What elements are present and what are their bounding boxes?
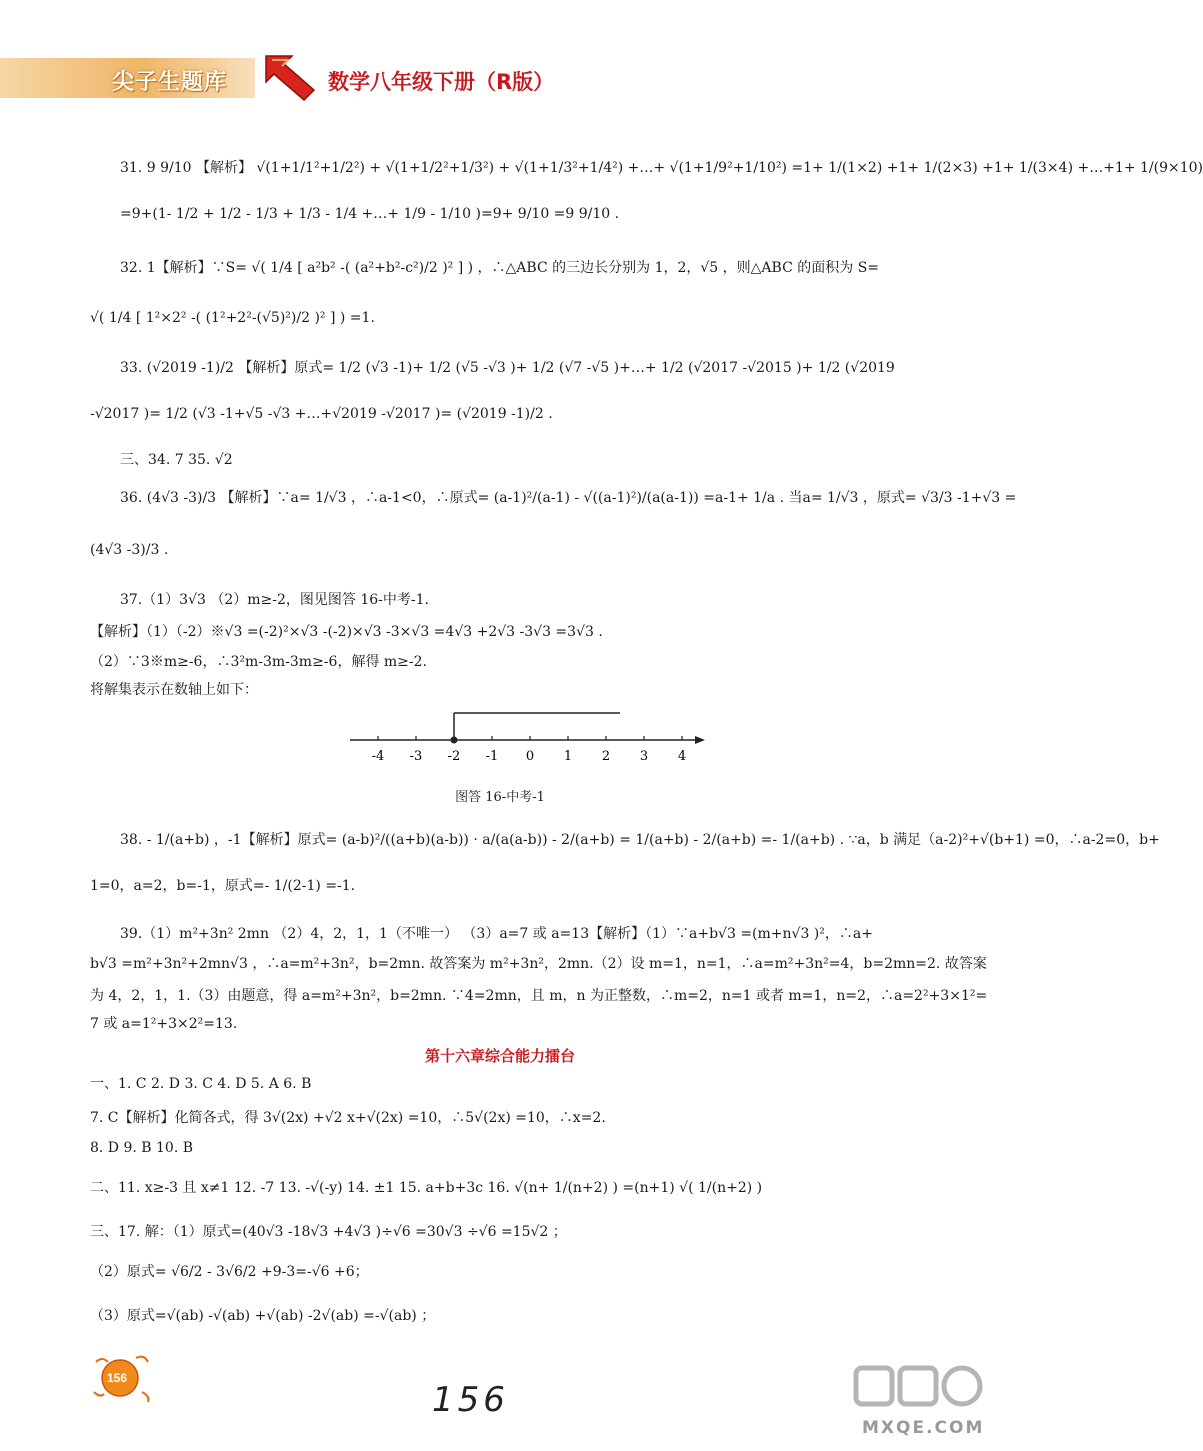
answer-line: b√3 =m²+3n²+2mn√3 ，∴a=m²+3n²，b=2mn. 故答案为 m²+3n²，2mn.（2）设 m=1，n=1，∴a=m²+3n²=4，b=2mn=2. 故答案: [90, 956, 987, 972]
answer-line: 1=0，a=2，b=-1，原式=- 1/(2-1) =-1.: [90, 878, 356, 894]
watermark-text: MXQE.COM: [862, 1418, 985, 1438]
number-line-label: 2: [601, 749, 611, 764]
answer-line: 7 或 a=1²+3×2²=13.: [90, 1016, 238, 1032]
arrow-icon: [262, 52, 320, 104]
answer-line: （2）∵3※m≥-6，∴3²m-3m-3m≥-6，解得 m≥-2.: [90, 654, 427, 670]
answer-line: 一、1. C 2. D 3. C 4. D 5. A 6. B: [90, 1076, 312, 1092]
number-line-label: 0: [525, 749, 535, 764]
answer-line: 31. 9 9/10 【解析】 √(1+1/1²+1/2²) + √(1+1/2²+1/3²) + √(1+1/3²+1/4²) +…+ √(1+1/9²+1/10²) =1+ 1/(1×2) +1+ 1/(2×3) +1+ 1/(3×4) +…+1+ 1/(9×10): [120, 160, 1203, 176]
page-number: 156: [107, 1371, 128, 1385]
answer-line: (4√3 -3)/3 .: [90, 542, 169, 558]
answer-line: √( 1/4 [ 1²×2² -( (1²+2²-(√5)²)/2 )² ] ) =1.: [90, 310, 375, 326]
answer-line: 二、11. x≥-3 且 x≠1 12. -7 13. -√(-y) 14. ±1 15. a+b+3c 16. √(n+ 1/(n+2) ) =(n+1) √( 1/(n+2) ): [90, 1180, 763, 1196]
answer-line: 为 4，2，1，1.（3）由题意，得 a=m²+3n²，b=2mn. ∵4=2mn，且 m，n 为正整数，∴m=2，n=1 或者 m=1，n=2，∴a=2²+3×1²=: [90, 988, 988, 1004]
answer-line: （3）原式=√(ab) -√(ab) +√(ab) -2√(ab) =-√(ab) ；: [90, 1308, 436, 1324]
book-title: 数学八年级下册（R版）: [328, 70, 555, 94]
number-line-label: -1: [485, 749, 499, 764]
handwritten-number: 156: [432, 1380, 509, 1420]
answer-line: 37.（1）3√3 （2）m≥-2，图见图答 16-中考-1.: [120, 592, 429, 608]
answer-line: 8. D 9. B 10. B: [90, 1140, 194, 1156]
brand-title: 尖子生题库: [112, 70, 228, 95]
number-line-label: 3: [639, 749, 649, 764]
answer-line: 将解集表示在数轴上如下：: [90, 682, 258, 698]
answer-line: =9+(1- 1/2 + 1/2 - 1/3 + 1/3 - 1/4 +…+ 1/9 - 1/10 )=9+ 9/10 =9 9/10 .: [120, 206, 620, 222]
section-title: 第十六章综合能力擂台: [424, 1047, 575, 1065]
answer-line: -√2017 )= 1/2 (√3 -1+√5 -√3 +…+√2019 -√2017 )= (√2019 -1)/2 .: [90, 406, 553, 422]
number-line-label: -4: [371, 749, 385, 764]
number-line-label: -2: [447, 749, 461, 764]
answer-line: 【解析】（1）（-2）※√3 =(-2)²×√3 -(-2)×√3 -3×√3 =4√3 +2√3 -3√3 =3√3 .: [90, 624, 603, 640]
answer-line: 33. (√2019 -1)/2 【解析】原式= 1/2 (√3 -1)+ 1/2 (√5 -√3 )+ 1/2 (√7 -√5 )+…+ 1/2 (√2017 -√2015 )+ 1/2 (√2019: [120, 360, 895, 376]
answer-line: 三、17. 解：（1）原式=(40√3 -18√3 +4√3 )÷√6 =30√3 ÷√6 =15√2 ；: [90, 1224, 567, 1240]
answer-line: 三、34. 7 35. √2: [120, 452, 233, 468]
number-line-label: 4: [677, 749, 687, 764]
number-line-label: -3: [409, 749, 423, 764]
answer-line: 38. - 1/(a+b) ，-1【解析】原式= (a-b)²/((a+b)(a-b)) · a/(a(a-b)) - 2/(a+b) = 1/(a+b) - 2/(a+b) =- 1/(a+b) . ∵a，b 满足（a-2)²+√(b+1) =0，∴a-2=0，b+: [120, 832, 1160, 848]
answer-line: （2）原式= √6/2 - 3√6/2 +9-3=-√6 +6；: [90, 1264, 369, 1280]
page-header: [0, 52, 1000, 104]
answer-line: 36. (4√3 -3)/3 【解析】∵a= 1/√3 ，∴a-1<0，∴原式= (a-1)²/(a-1) - √((a-1)²)/(a(a-1)) =a-1+ 1/a . 当a= 1/√3 ，原式= √3/3 -1+√3 =: [120, 490, 1017, 506]
answer-line: 39.（1）m²+3n² 2mn （2）4，2，1，1（不唯一） （3）a=7 或 a=13【解析】（1）∵a+b√3 =(m+n√3 )²，∴a+: [120, 926, 873, 942]
answer-line: 7. C【解析】化简各式，得 3√(2x) +√2 x+√(2x) =10，∴5√(2x) =10，∴x=2.: [90, 1110, 606, 1126]
figure-caption: 图答 16-中考-1: [455, 790, 545, 805]
number-line-label: 1: [563, 749, 573, 764]
answer-line: 32. 1【解析】∵S= √( 1/4 [ a²b² -( (a²+b²-c²)/2 )² ] ) ，∴△ABC 的三边长分别为 1，2，√5 ，则△ABC 的面积为 S=: [120, 260, 880, 276]
number-line: [340, 705, 710, 775]
